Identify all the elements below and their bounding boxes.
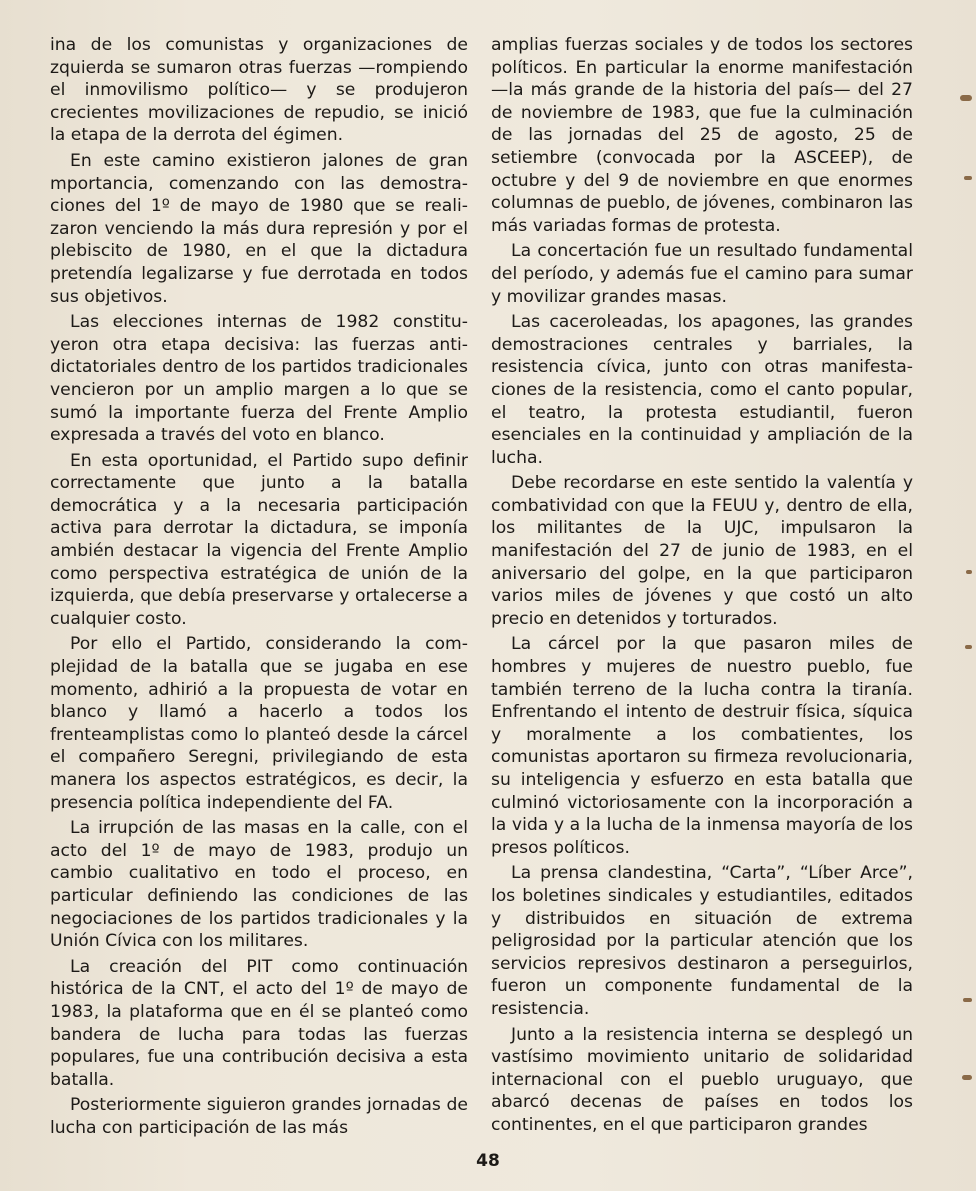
paragraph: En esta oportunidad, el Partido supo definir correctamente que junto a la batalla democrática y a la necesaria participación activa para derrotar la dictadura, se imponía ambién destacar la vigencia del Frente Amplio como perspectiva estratégica de unión de la izquierda, que debía preservarse y ortalecerse a cualquier costo.	[50, 450, 468, 629]
binding-mark	[963, 998, 972, 1002]
paragraph: En este camino existieron jalones de gran mportancia, comenzando con las demostraciones del 1º de mayo de 1980 que se realizaron venciendo la más dura represión y por el plebiscito de 1980, en el que la dictadura pretendía legalizarse y fue derrotada en todos sus objetivos.	[50, 150, 468, 307]
binding-mark	[964, 176, 972, 180]
paragraph: La irrupción de las masas en la calle, con el acto del 1º de mayo de 1983, produjo un cambio cualitativo en todo el proceso, en particular definiendo las condiciones de las negociaciones de los partidos tradicionales y la Unión Cívica con los militares.	[50, 818, 468, 952]
paragraph: Las elecciones internas de 1982 constituyeron otra etapa decisiva: las fuerzas antidictatoriales dentro de los partidos tradicionales vencieron por un amplio margen a lo que se sumó la importante fuerza del Frente Amplio expresada a través del voto en blanco.	[50, 312, 468, 446]
binding-mark	[966, 570, 972, 574]
right-column	[491, 34, 913, 1140]
paragraph: La concertación fue un resultado fundamental del período, y además fue el camino para sumar y movilizar grandes masas.	[491, 241, 913, 307]
binding-mark	[965, 645, 972, 649]
paragraph: Debe recordarse en este sentido la valentía y combatividad con que la FEUU y, dentro de ella, los militantes de la UJC, impulsaron la manifestación del 27 de junio de 1983, en el aniversario del golpe, en la que participaron varios miles de jóvenes y que costó un alto precio en detenidos y torturados.	[491, 473, 913, 629]
paragraph: Posteriormente siguieron grandes jornadas de lucha con participación de las más	[50, 1095, 468, 1138]
binding-mark	[960, 95, 972, 101]
paragraph: La creación del PIT como continuación histórica de la CNT, el acto del 1º de mayo de 1983, la plataforma que en él se planteó como bandera de lucha para todas las fuerzas populares, fue una contribución decisiva a esta batalla.	[50, 956, 468, 1090]
paragraph: La prensa clandestina, “Carta”, “Líber Arce”, los boletines sindicales y estudiantiles, editados y distribuidos en situación de extrema peligrosidad por la particular atención que los servicios represivos destinaron a perseguirlos, fueron un componente fundamental de la resistencia.	[491, 863, 913, 1019]
paragraph: amplias fuerzas sociales y de todos los sectores políticos. En particular la enorme manifestación —la más grande de la historia del país— del 27 de noviembre de 1983, que fue la culminación de las jornadas del 25 de agosto, 25 de setiembre (convocada por la ASCEEP), de octubre y del 9 de noviembre en que enormes columnas de pueblo, de jóvenes, combinaron las más variadas formas de protesta.	[491, 35, 913, 236]
left-column	[50, 34, 468, 1143]
binding-mark	[962, 1075, 972, 1080]
paragraph: La cárcel por la que pasaron miles de hombres y mujeres de nuestro pueblo, fue también terreno de la lucha contra la tiranía. Enfrentando el intento de destruir física, síquica y moralmente a los combatientes, los comunistas aportaron su firmeza revolucionaria, su inteligencia y esfuerzo en esta batalla que culminó victoriosamente con la incorporación a la vida y a la lucha de la inmensa mayoría de los presos políticos.	[491, 634, 913, 858]
paragraph: Junto a la resistencia interna se desplegó un vastísimo movimiento unitario de solidaridad internacional con el pueblo uruguayo, que abarcó decenas de países en todos los continentes, en el que participaron grandes	[491, 1024, 913, 1135]
paragraph: Las caceroleadas, los apagones, las grandes demostraciones centrales y barriales, la resistencia cívica, junto con otras manifestaciones de la resistencia, como el canto popular, el teatro, la protesta estudiantil, fueron esenciales en la continuidad y ampliación de la lucha.	[491, 312, 913, 468]
page-number: 48	[476, 1151, 500, 1171]
paragraph: Por ello el Partido, considerando la complejidad de la batalla que se jugaba en ese momento, adhirió a la propuesta de votar en blanco y llamó a hacerlo a todos los frenteamplistas como lo planteó desde la cárcel el compañero Seregni, privilegiando de esta manera los aspectos estratégicos, es decir, la presencia política independiente del FA.	[50, 634, 468, 813]
paragraph: ina de los comunistas y organizaciones de zquierda se sumaron otras fuerzas —rompiendo el inmovilismo político— y se produjeron crecientes movilizaciones de repudio, se inició la etapa de la derrota del égimen.	[50, 35, 468, 146]
